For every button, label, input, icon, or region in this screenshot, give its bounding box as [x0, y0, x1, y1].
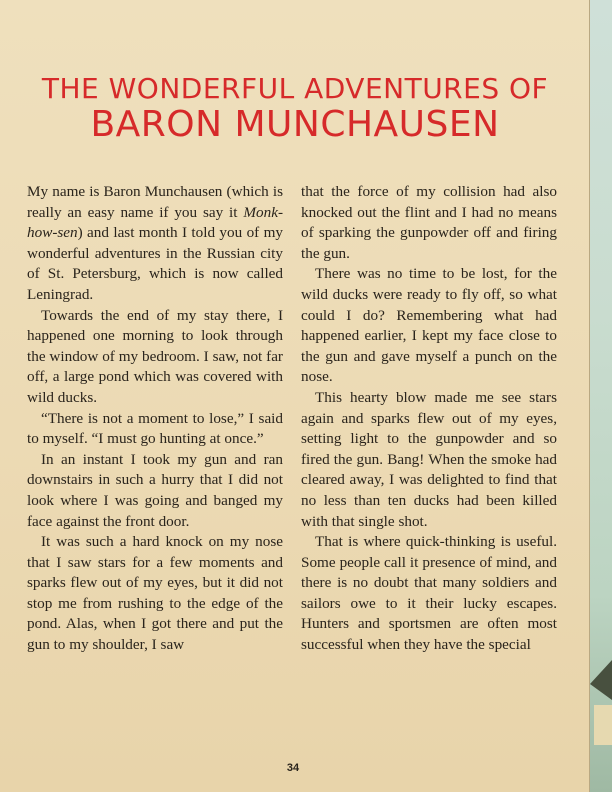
paragraph: This hearty blow made me see stars again and sparks flew out of my eyes, setting light to the gunpowder and so fired the gun. Bang! When the smoke had cleared away, I was delighted to find that no less than ten ducks had been killed with that single shot. [301, 388, 557, 530]
illustration-fragment [594, 705, 612, 745]
left-column [27, 182, 283, 656]
title-line-1: THE WONDERFUL ADVENTURES OF [41, 72, 549, 105]
pronunciation: Monk-how-sen [27, 203, 283, 242]
page-number: 34 [286, 762, 300, 774]
title-line-2: BARON MUNCHAUSEN [90, 104, 500, 145]
right-column [301, 182, 557, 656]
paragraph: It was such a hard knock on my nose that I saw stars for a few moments and sparks flew out of my eyes, but it did not stop me from rushing to the edge of the pond. Alas, when I got there and put the gun to my shoulder, I saw [27, 533, 283, 654]
paragraph: That is where quick-thinking is useful. Some people call it presence of mind, and there is no doubt that many soldiers and sailors owe to it their lucky escapes. Hunters and sportsmen are often most successful when they have the special [301, 533, 557, 654]
paragraph: In an instant I took my gun and ran downstairs in such a hurry that I did not look where I was going and banged my face against the front door. [27, 450, 283, 530]
adjacent-page-edge [589, 0, 612, 792]
illustration-fragment [590, 660, 612, 700]
paragraph: “There is not a moment to lose,” I said to myself. “I must go hunting at once.” [27, 409, 283, 448]
paragraph: Towards the end of my stay there, I happened one morning to look through the window of my bedroom. I saw, not far off, a large pond which was covered with wild ducks. [27, 306, 283, 406]
paragraph: My name is Baron Munchausen (which is really an easy name if you say it Monk-how-sen) and last month I told you of my wonderful adventures in the Russian city of St. Petersburg, which is now called Leningrad. [27, 183, 283, 303]
paragraph: There was no time to be lost, for the wild ducks were ready to fly off, so what could I do? Remembering what had happened earlier, I kept my face close to the gun and gave myself a punch on the nose. [301, 265, 557, 386]
paragraph: that the force of my collision had also knocked out the flint and I had no means of sparking the gunpowder off and firing the gun. [301, 183, 557, 262]
